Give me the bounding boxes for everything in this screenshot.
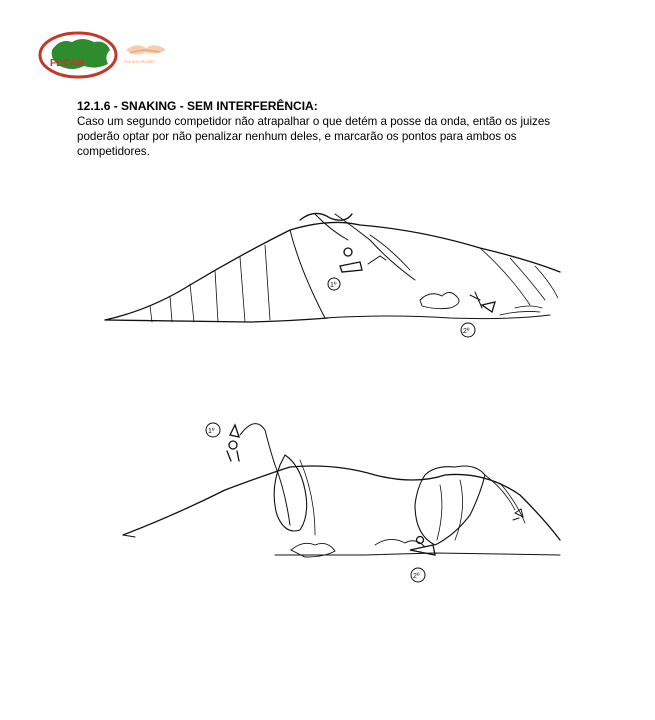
section-body: Caso um segundo competidor não atrapalhar o que detém a posse da onda, então os juizes poderão optar por não penalizar nenhum deles, e marcarão os pontos para ambos os competidores. — [77, 115, 551, 158]
wave-top-line — [105, 222, 560, 320]
rider-first-label-bottom: 1º — [208, 428, 215, 435]
snaking-illustration-top — [90, 200, 570, 345]
secondary-logo-text: FEB BODYBOARD — [124, 60, 155, 64]
fecab-logo — [38, 30, 118, 80]
rider-first-label: 1º — [330, 282, 337, 289]
section-heading: 12.1.6 - SNAKING - SEM INTERFERÊNCIA: — [77, 99, 318, 113]
wave-lip — [300, 213, 352, 220]
wave-bottom-line — [123, 466, 560, 540]
rider-second-label: 2º — [463, 328, 470, 335]
wave-baseline — [105, 318, 328, 322]
rider-second-label-bottom: 2º — [413, 573, 420, 580]
fecab-logo-text: FECAB — [50, 58, 85, 69]
rider-first-board — [340, 262, 362, 272]
secondary-logo — [120, 38, 170, 66]
snaking-illustration-bottom — [115, 395, 565, 590]
